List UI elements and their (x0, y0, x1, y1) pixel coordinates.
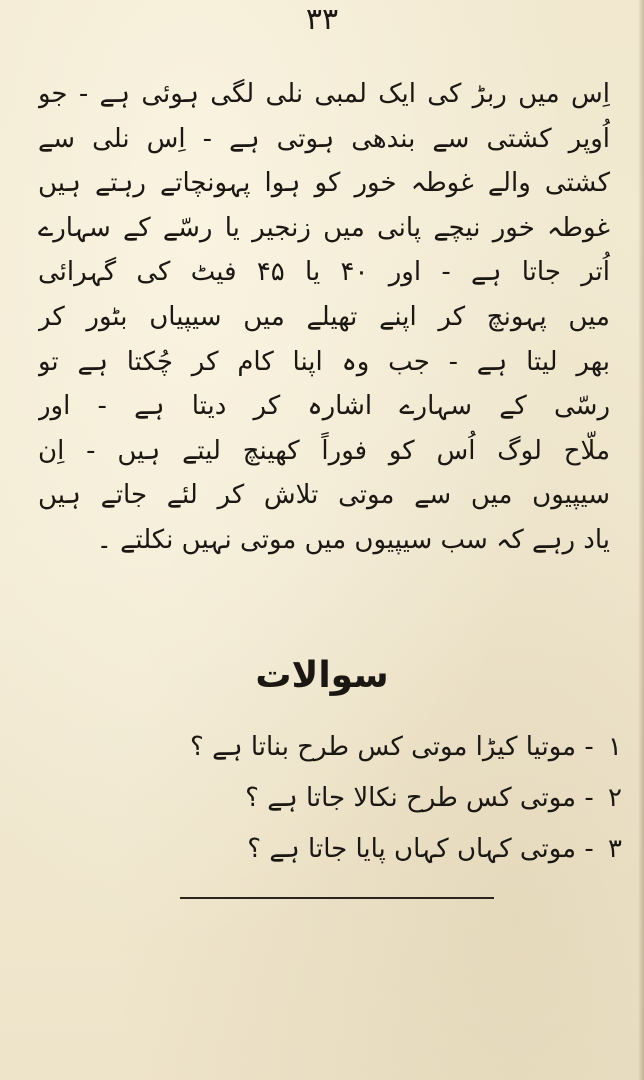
paragraph-line: ملّاح لوگ اُس کو فوراً کھینچ لیتے ہیں - اِن (38, 435, 610, 466)
question-number: ۳ (608, 834, 622, 864)
questions-list (102, 722, 622, 875)
question-dash: - (576, 732, 603, 762)
paragraph-line: کشتی والے غوطہ خور کو ہوا پہونچاتے رہتے ہیں (38, 168, 610, 199)
paragraph-line: بھر لیتا ہے - جب وہ اپنا کام کر چُکتا ہے تو (38, 346, 610, 377)
page-edge-shadow (638, 0, 644, 1080)
question-text: موتیا کیڑا موتی کس طرح بناتا ہے ؟ (190, 732, 577, 762)
question-item (102, 722, 622, 773)
paragraph-line: اُتر جاتا ہے - اور ۴۰ یا ۴۵ فیٹ کی گہرائی (38, 257, 610, 288)
end-rule (180, 897, 494, 899)
paragraph-line: غوطہ خور نیچے پانی میں زنجیر یا رسّے کے سہارے (38, 212, 610, 243)
paragraph-line: اِس میں ربڑ کی ایک لمبی نلی لگی ہوئی ہے - جو (38, 79, 610, 109)
paragraph-line: سیپیوں میں سے موتی تلاش کر لئے جاتے ہیں (38, 480, 610, 511)
question-number: ۲ (608, 783, 622, 813)
question-text: موتی کس طرح نکالا جاتا ہے ؟ (245, 783, 577, 813)
question-dash: - (576, 834, 603, 864)
question-dash: - (576, 783, 603, 813)
paragraph-line: میں پہونچ کر اپنے تھیلے میں سیپیاں بٹور کر (38, 301, 610, 332)
question-item (102, 773, 622, 824)
paragraph-line: یاد رہے کہ سب سیپیوں میں موتی نہیں نکلتے ۔ (96, 524, 610, 555)
question-text: موتی کہاں کہاں پایا جاتا ہے ؟ (247, 834, 577, 864)
question-number: ۱ (608, 732, 622, 762)
paragraph (38, 72, 610, 563)
paragraph-line: رسّی کے سہارے اشارہ کر دیتا ہے - اور (38, 391, 610, 422)
question-item (102, 824, 622, 875)
paragraph-line: اُوپر کشتی سے بندھی ہوتی ہے - اِس نلی سے (38, 123, 610, 154)
questions-heading: سوالات (255, 655, 389, 696)
page-number: ۳۳ (305, 2, 339, 37)
